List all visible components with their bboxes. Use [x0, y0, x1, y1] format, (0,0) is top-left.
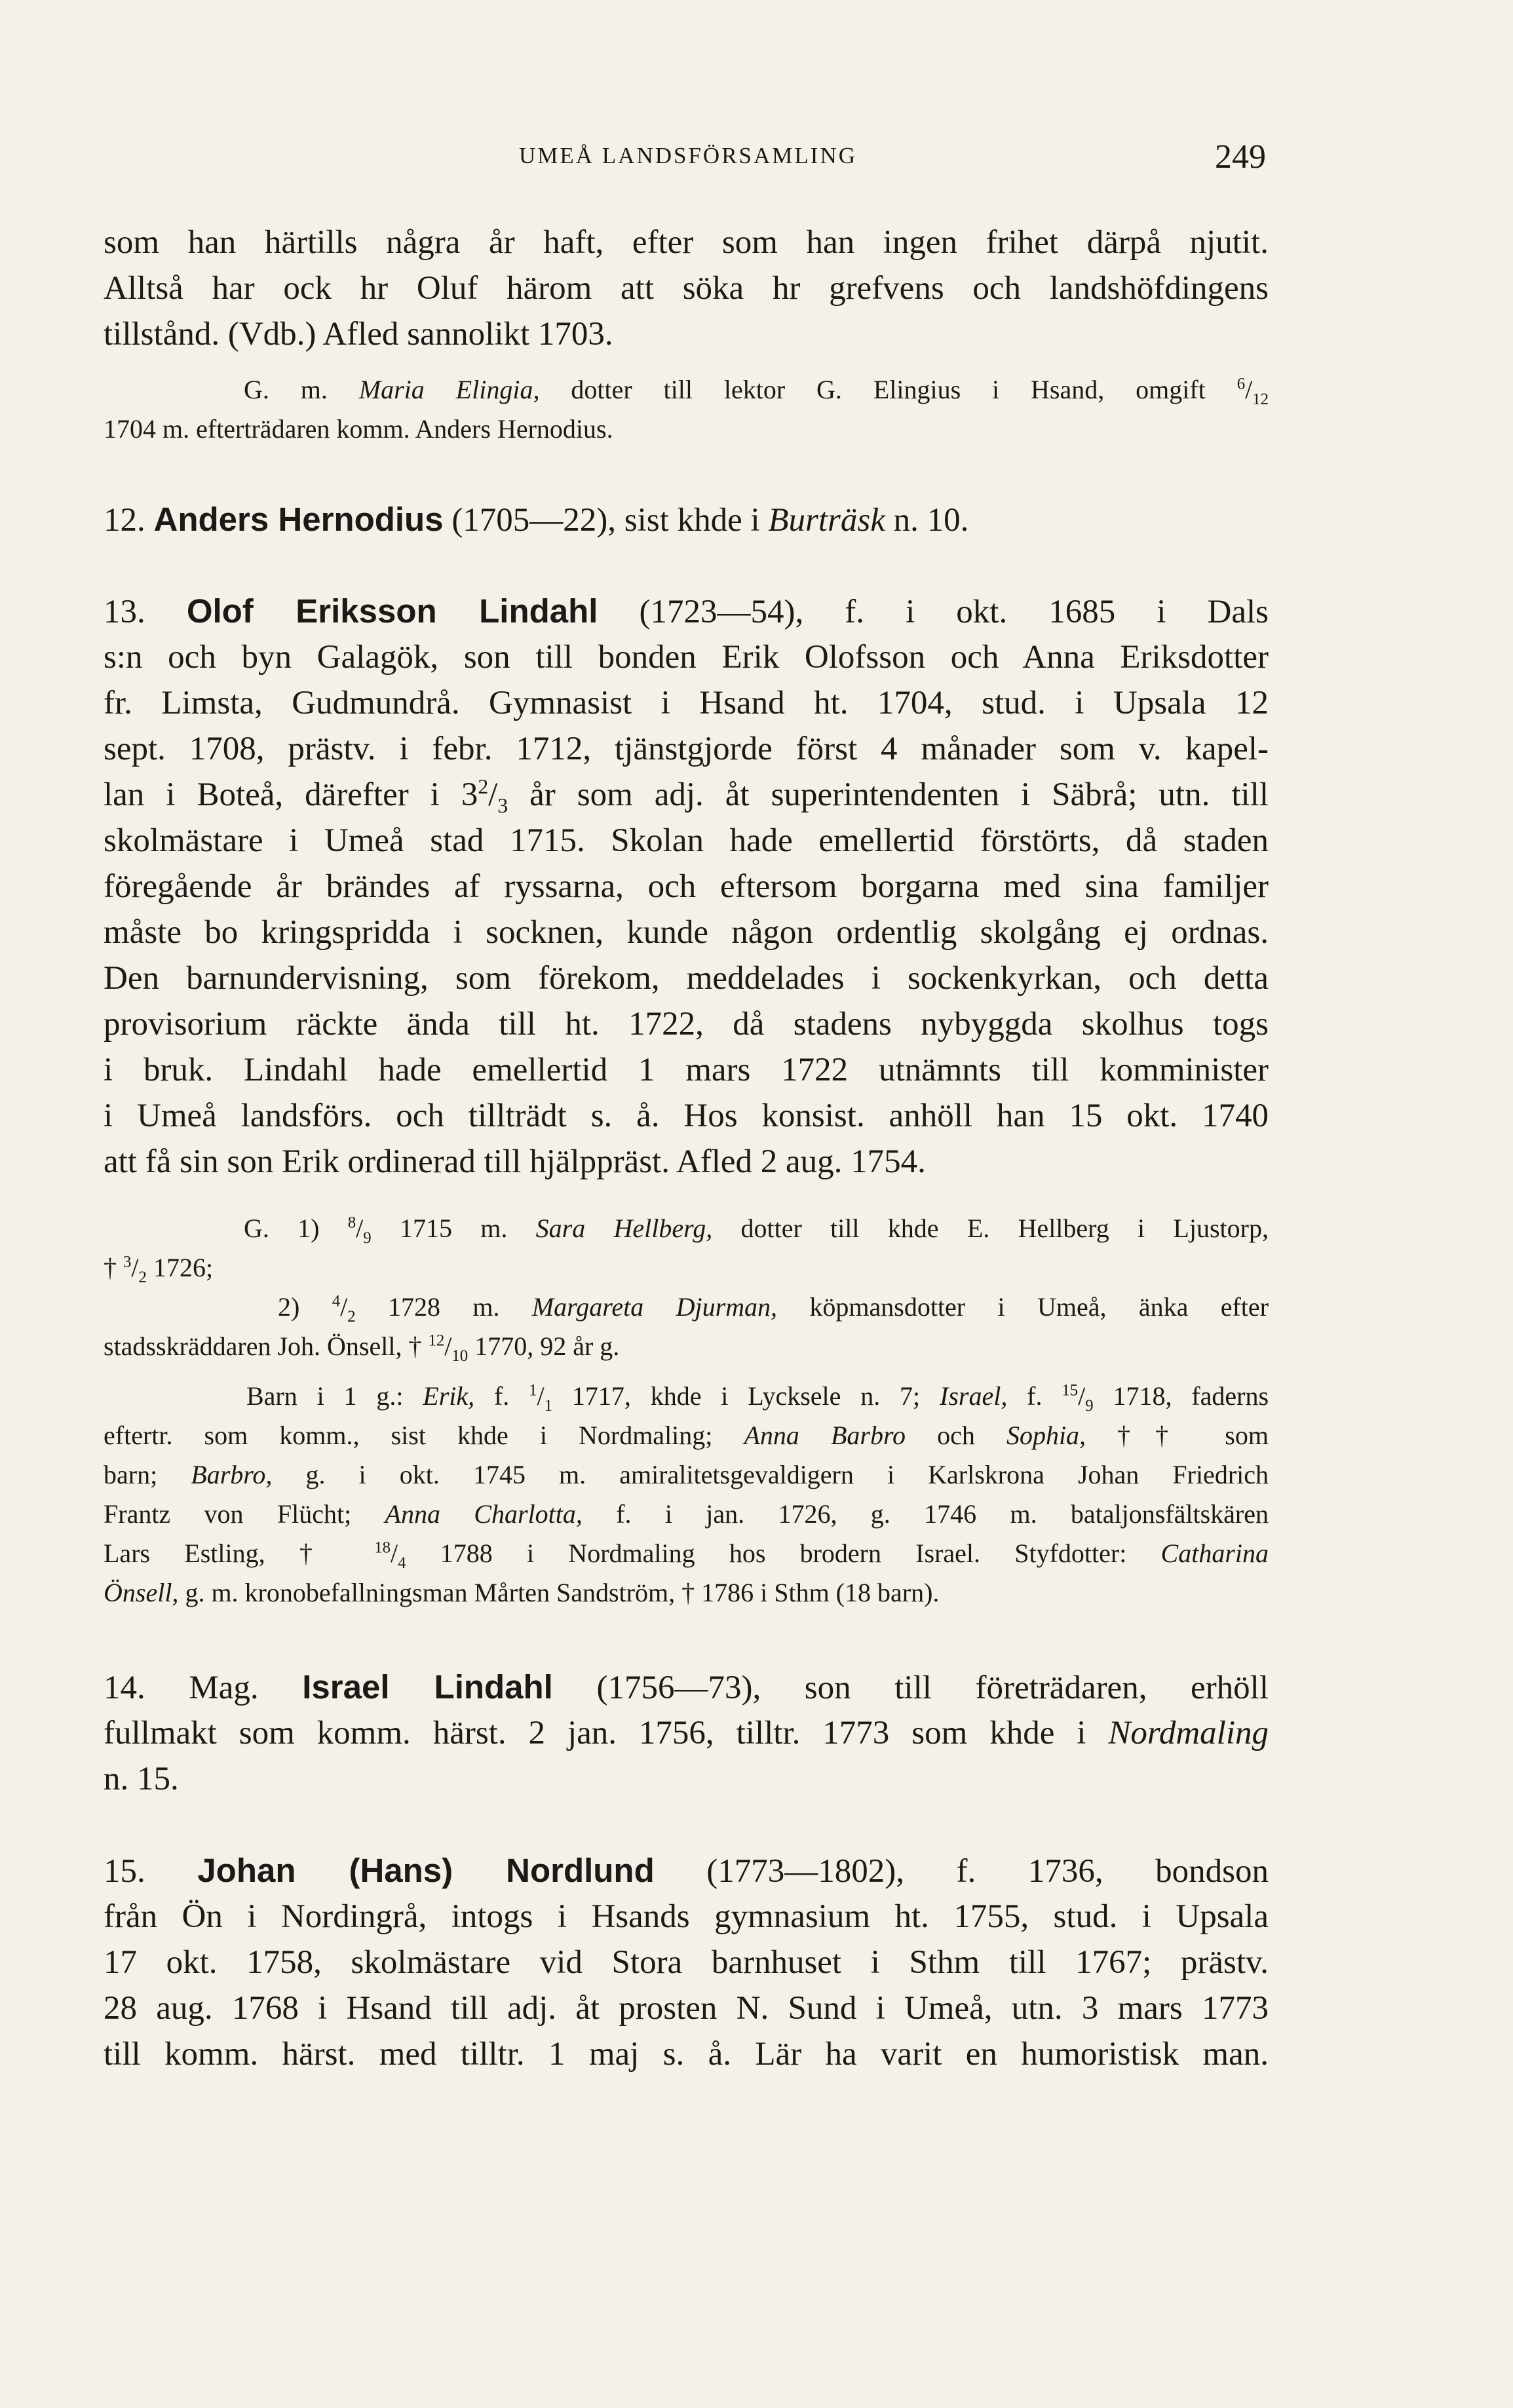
text-line: s:n och byn Galagök, son till bonden Erik Olofsson och Anna Eriksdotter: [104, 639, 1269, 676]
child-name: Barbro,: [191, 1460, 273, 1489]
page-number: 249: [1215, 138, 1266, 176]
text-line: skolmästare i Umeå stad 1715. Skolan hade emellertid förstörts, då staden: [104, 822, 1269, 859]
text-line: stadsskräddaren Joh. Önsell, † $^{12}/_{10}$ 1770, 92 år g.: [104, 1331, 620, 1365]
child-name: Anna Barbro: [744, 1421, 906, 1450]
text-line: 28 aug. 1768 i Hsand till adj. åt prosten N. Sund i Umeå, utn. 3 mars 1773: [104, 1990, 1269, 2027]
text-line: från Ön i Nordingrå, intogs i Hsands gymnasium ht. 1755, stud. i Upsala: [104, 1898, 1269, 1935]
text-line: 2) $^4/_2$ 1728 m. Margareta Djurman, köpmansdotter i Umeå, änka efter: [278, 1292, 1269, 1326]
running-head: UMEÅ LANDSFÖRSAMLING: [518, 143, 857, 168]
text-line: föregående år brändes af ryssarna, och eftersom borgarna med sina familjer: [104, 868, 1269, 905]
spouse-name: Margareta Djurman,: [531, 1292, 778, 1322]
text-line: tillstånd. (Vdb.) Afled sannolikt 1703.: [104, 316, 613, 353]
child-name: Erik,: [423, 1381, 475, 1411]
place-name: Burträsk: [768, 502, 885, 539]
stepchild-name: Önsell,: [104, 1578, 179, 1607]
text-line: i bruk. Lindahl hade emellertid 1 mars 1722 utnämnts till komminister: [104, 1052, 1269, 1088]
text-line: i Umeå landsförs. och tillträdt s. å. Hos konsist. anhöll han 15 okt. 1740: [104, 1098, 1269, 1134]
child-name: Israel,: [940, 1381, 1008, 1411]
text-line: G. 1) $^8/_9$ 1715 m. Sara Hellberg, dotter till khde E. Hellberg i Ljustorp,: [244, 1214, 1269, 1247]
text-line: 1704 m. efterträdaren komm. Anders Hernodius.: [104, 414, 613, 444]
entry-12: [104, 497, 1269, 543]
text-line: 17 okt. 1758, skolmästare vid Stora barnhuset i Sthm till 1767; prästv.: [104, 1944, 1269, 1981]
text-line: Barn i 1 g.: Erik, f. $^1/_1$ 1717, khde i Lycksele n. 7; Israel, f. $^{15}/_9$ 1718, faderns: [246, 1381, 1269, 1415]
text-line: Lars Estling, † $^{18}/_4$ 1788 i Nordmaling hos brodern Israel. Styfdotter: Catharina: [104, 1538, 1269, 1572]
text-line: till komm. härst. med tilltr. 1 maj s. å. Lär ha varit en humoristisk man.: [104, 2036, 1269, 2073]
text-line: måste bo kringspridda i socknen, kunde någon ordentlig skolgång ej ordnas.: [104, 914, 1269, 951]
text-line: fullmakt som komm. härst. 2 jan. 1756, tilltr. 1773 som khde i Nordmaling: [104, 1715, 1269, 1751]
text-line: Frantz von Flücht; Anna Charlotta, f. i jan. 1726, g. 1746 m. bataljonsfältskären: [104, 1499, 1269, 1529]
stepchild-name: Catharina: [1160, 1538, 1269, 1568]
text-line: Önsell, g. m. kronobefallningsman Mårten Sandström, † 1786 i Sthm (18 barn).: [104, 1578, 940, 1607]
person-name: Johan (Hans) Nordlund: [197, 1852, 655, 1889]
entry-13: [104, 588, 1269, 1185]
person-name: Israel Lindahl: [302, 1668, 553, 1706]
text-line: provisorium räckte ända till ht. 1722, då stadens nybyggda skolhus togs: [104, 1006, 1269, 1042]
entry-15: [104, 1848, 1269, 2077]
text-line: som han härtills några år haft, efter som han ingen frihet därpå njutit.: [104, 224, 1269, 261]
text-line: G. m. Maria Elingia, dotter till lektor G. Elingius i Hsand, omgift $^6/_{12}$: [244, 375, 1269, 408]
person-name: Olof Eriksson Lindahl: [186, 592, 598, 630]
text-line: Den barnundervisning, som förekom, meddelades i sockenkyrkan, och detta: [104, 960, 1269, 997]
text-line: att få sin son Erik ordinerad till hjälppräst. Afled 2 aug. 1754.: [104, 1143, 926, 1180]
text-line: sept. 1708, prästv. i febr. 1712, tjänstgjorde först 4 månader som v. kapel-: [104, 731, 1269, 767]
text-line: 12. Anders Hernodius (1705—22), sist khde i Burträsk n. 10.: [104, 501, 969, 539]
child-name: Anna Charlotta,: [385, 1499, 583, 1529]
entry-14: [104, 1664, 1269, 1802]
text-line: Alltså har ock hr Oluf härom att söka hr grefvens och landshöfdingens: [104, 270, 1269, 307]
text-line: lan i Boteå, därefter i $3^2/_3$ år som adj. åt superintendenten i Säbrå; utn. till: [104, 775, 1269, 818]
family-note-13: [104, 1209, 1269, 1613]
person-name: Anders Hernodius: [153, 501, 444, 538]
text-line: barn; Barbro, g. i okt. 1745 m. amiralitetsgevaldigern i Karlskrona Johan Friedrich: [104, 1460, 1269, 1489]
marriage-note-11: [104, 370, 1269, 449]
text-line: fr. Limsta, Gudmundrå. Gymnasist i Hsand ht. 1704, stud. i Upsala 12: [104, 685, 1269, 721]
child-name: Sophia,: [1006, 1421, 1086, 1450]
place-name: Nordmaling: [1108, 1715, 1269, 1751]
spouse-name: Maria Elingia,: [358, 375, 540, 404]
text-line: n. 15.: [104, 1761, 179, 1797]
text-line: 14. Mag. Israel Lindahl (1756—73), son till företrädaren, erhöll: [104, 1668, 1269, 1706]
text-line: 13. Olof Eriksson Lindahl (1723—54), f. i okt. 1685 i Dals: [104, 592, 1269, 630]
text-line: eftertr. som komm., sist khde i Nordmaling; Anna Barbro och Sophia, †† som: [104, 1421, 1269, 1450]
text-line: 15. Johan (Hans) Nordlund (1773—1802), f. 1736, bondson: [104, 1852, 1269, 1890]
spouse-name: Sara Hellberg,: [535, 1214, 713, 1243]
intro-paragraph: [104, 220, 1269, 357]
text-line: † $^3/_2$ 1726;: [104, 1253, 214, 1286]
